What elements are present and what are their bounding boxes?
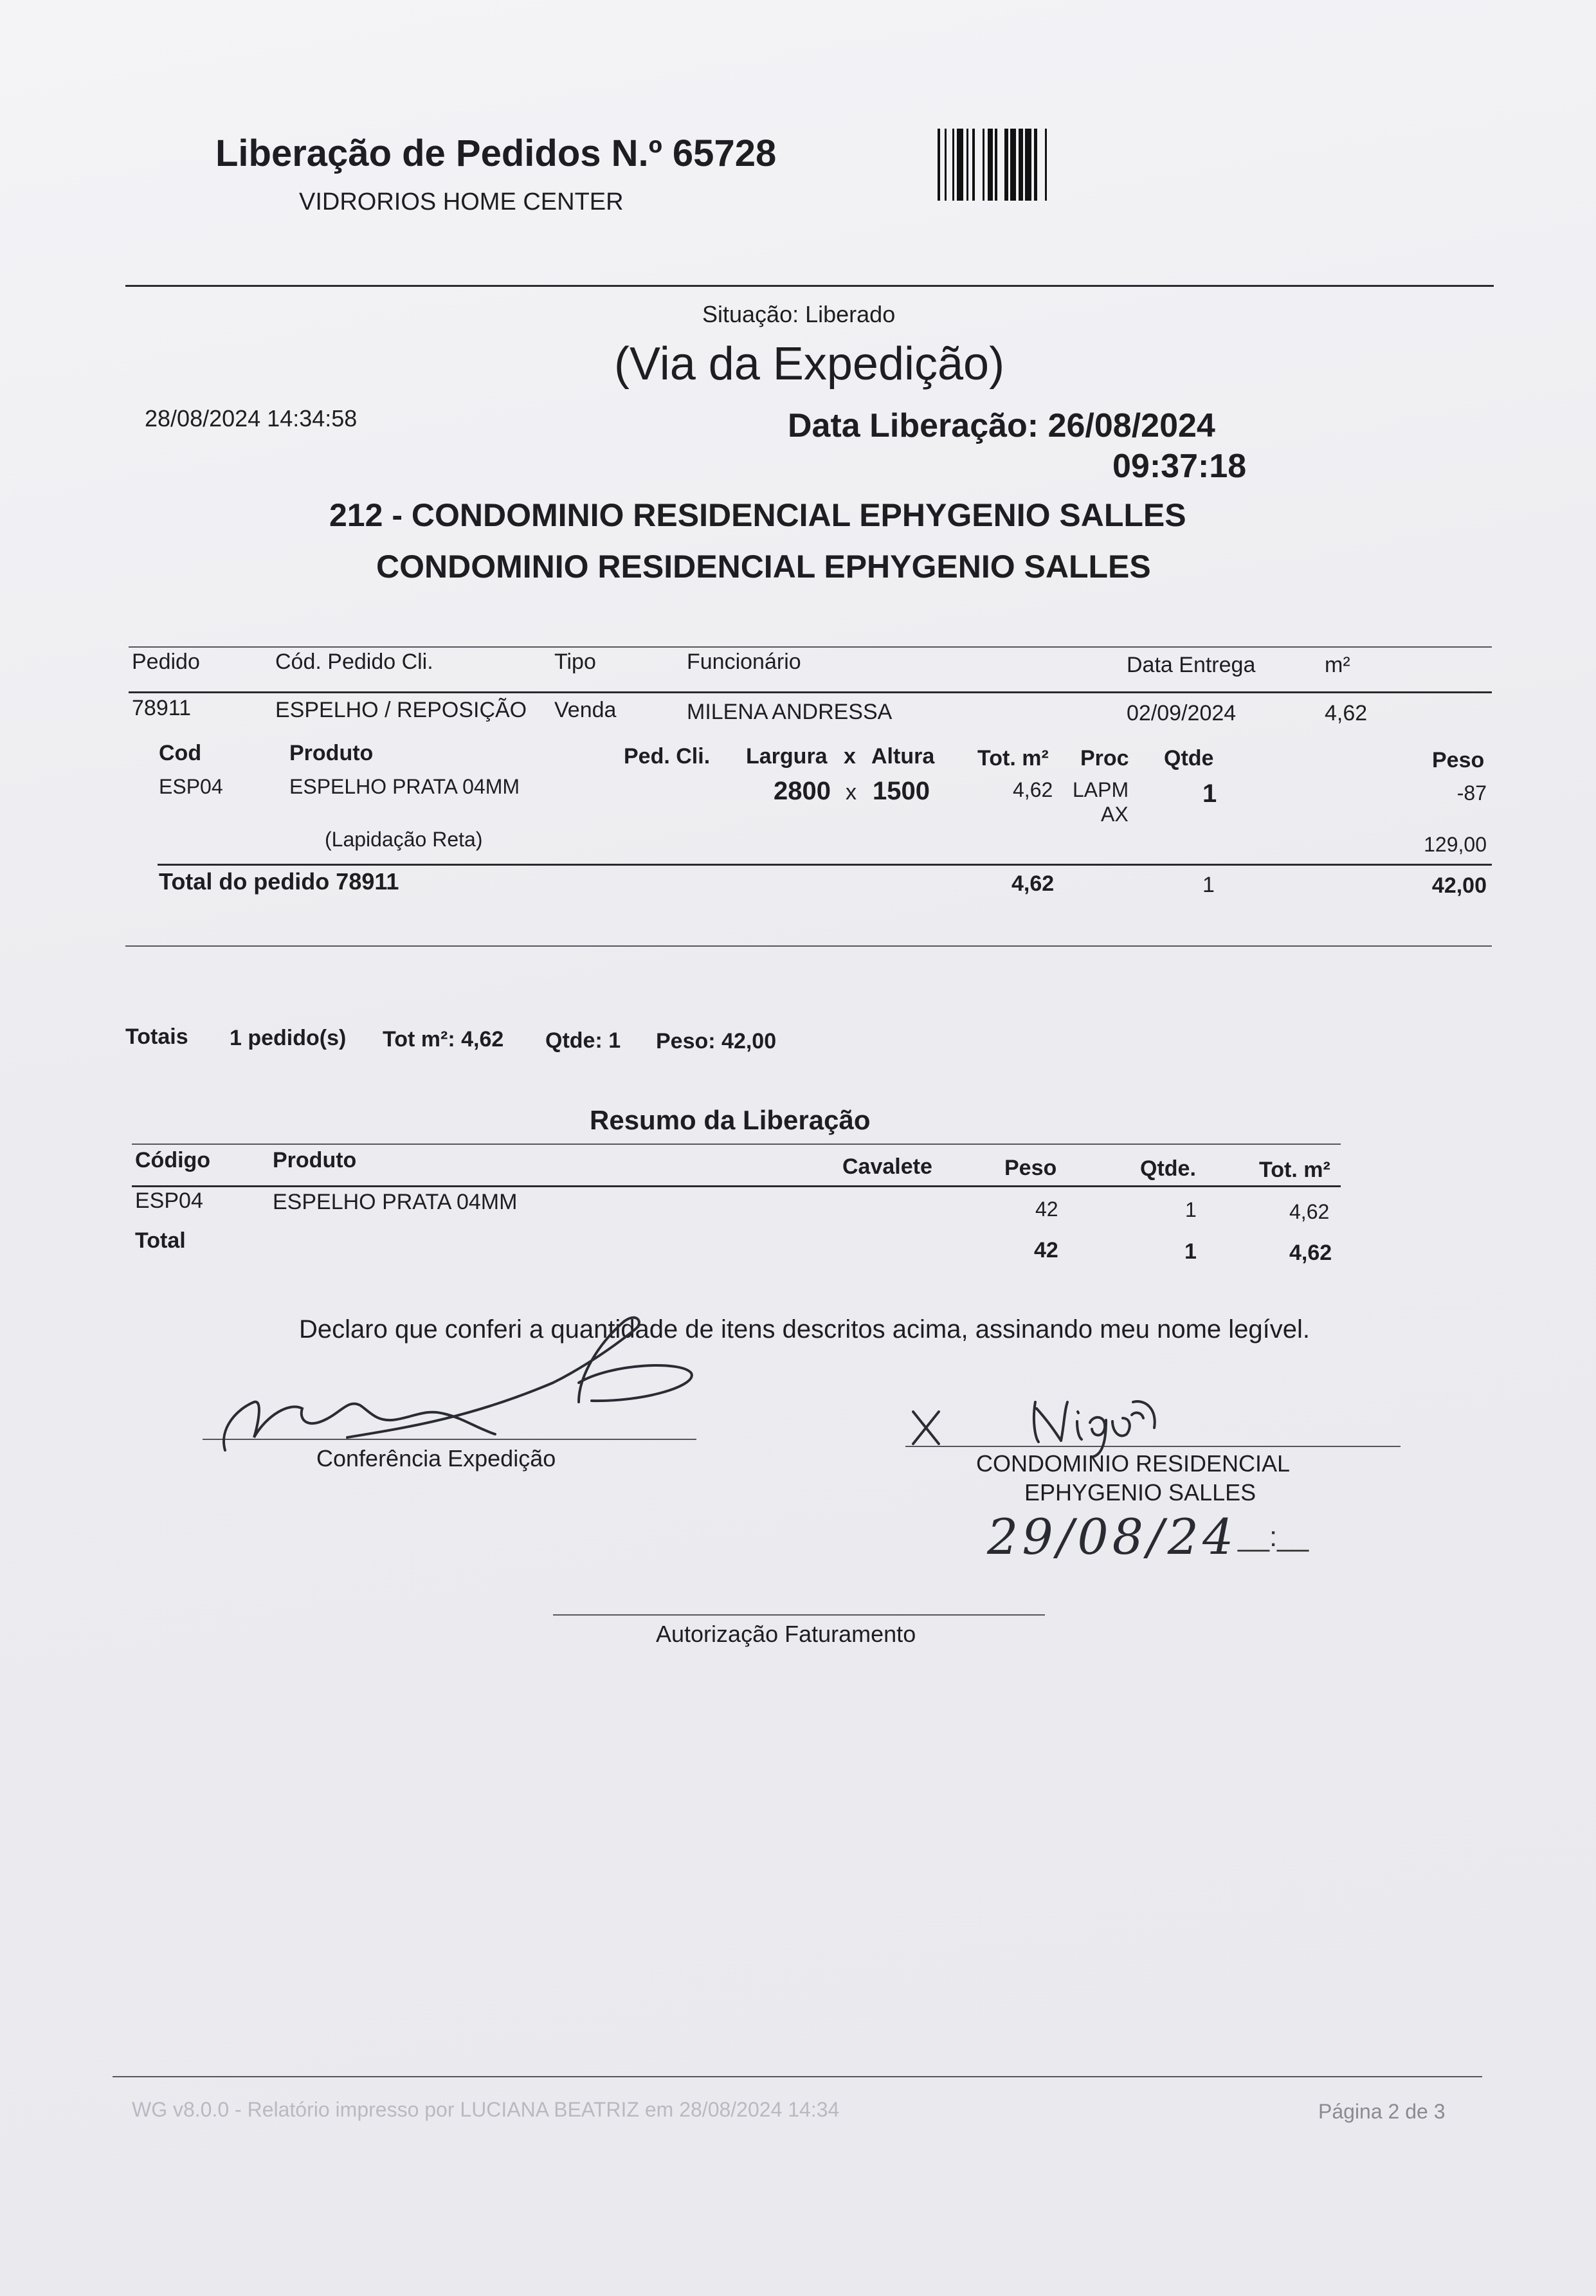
order-total-qty: 1 (1202, 873, 1215, 897)
col-cod-pedido-cli: Cód. Pedido Cli. (275, 650, 433, 674)
item-weight-2: 129,00 (1424, 833, 1487, 856)
summary-total-qty: 1 (1184, 1239, 1197, 1264)
summary-row-product: ESPELHO PRATA 04MM (273, 1190, 518, 1214)
totals-m2: Tot m²: 4,62 (383, 1027, 504, 1052)
summary-total-m2: 4,62 (1289, 1241, 1332, 1265)
barcode-bar (1004, 129, 1008, 201)
summary-row-weight: 42 (1035, 1198, 1058, 1221)
declaration-text: Declaro que conferi a quantidade de itens descritos acima, assinando meu nome legível. (299, 1315, 1310, 1344)
item-tot-m2: 4,62 (1013, 778, 1053, 801)
footer-print-info: WG v8.0.0 - Relatório impresso por LUCIANA BEATRIZ em 28/08/2024 14:34 (132, 2098, 840, 2121)
item-col-largura: Largura (746, 744, 828, 769)
summary-col-cavalete: Cavalete (842, 1154, 932, 1179)
item-width: 2800 (774, 777, 831, 805)
item-qty: 1 (1202, 779, 1217, 808)
company-name: VIDRORIOS HOME CENTER (299, 188, 624, 215)
barcode-bar (1019, 129, 1023, 201)
signature-label-client-1: CONDOMINIO RESIDENCIAL (976, 1450, 1291, 1477)
header-divider (125, 285, 1494, 287)
summary-row-code: ESP04 (135, 1189, 203, 1213)
col-pedido: Pedido (132, 650, 200, 674)
handwritten-date: 29/08/24 (987, 1508, 1238, 1565)
barcode-bar (1034, 129, 1037, 201)
time-placeholder: __:__ (1238, 1521, 1309, 1553)
totals-label: Totais (125, 1025, 188, 1049)
summary-col-produto: Produto (273, 1148, 357, 1172)
document-title: Liberação de Pedidos N.º 65728 (215, 132, 777, 174)
item-col-qtde: Qtde (1164, 746, 1214, 770)
item-col-produto: Produto (289, 741, 374, 765)
client-line-2: CONDOMINIO RESIDENCIAL EPHYGENIO SALLES (376, 549, 1151, 585)
barcode-bar (957, 129, 963, 201)
order-table-top-rule (129, 646, 1492, 648)
signature-client-handwriting (900, 1383, 1209, 1460)
summary-row-qty: 1 (1185, 1198, 1197, 1221)
signature-line-autorizacao (553, 1614, 1045, 1616)
col-tipo: Tipo (554, 650, 596, 674)
footer-page-number: Página 2 de 3 (1318, 2100, 1446, 2123)
signature-label-conferencia: Conferência Expedição (316, 1445, 556, 1471)
item-col-ped-cli: Ped. Cli. (624, 744, 711, 769)
barcode-bar (1045, 129, 1047, 201)
order-total-rule (158, 864, 1492, 866)
order-client-code: ESPELHO / REPOSIÇÃO (275, 698, 527, 722)
order-type: Venda (554, 698, 617, 722)
barcode-bar (1010, 129, 1016, 201)
summary-col-codigo: Código (135, 1148, 211, 1172)
item-proc-1: LAPM (1073, 778, 1129, 801)
barcode-bar (1025, 129, 1031, 201)
summary-top-rule (132, 1143, 1341, 1145)
order-total-m2: 4,62 (1011, 871, 1055, 896)
item-proc-2: AX (1101, 803, 1129, 826)
barcode-bar (938, 129, 940, 201)
summary-title: Resumo da Liberação (590, 1105, 871, 1135)
client-line-1: 212 - CONDOMINIO RESIDENCIAL EPHYGENIO SALLES (329, 497, 1186, 533)
totals-orders: 1 pedido(s) (230, 1026, 347, 1050)
order-m2: 4,62 (1325, 701, 1368, 725)
signature-label-client-2: EPHYGENIO SALLES (1024, 1479, 1256, 1506)
barcode-bar (972, 129, 975, 201)
col-m2: m² (1325, 653, 1350, 677)
item-col-altura: Altura (871, 744, 935, 769)
summary-header-rule (132, 1185, 1341, 1187)
item-col-peso: Peso (1432, 748, 1485, 772)
order-table-header-rule (129, 691, 1492, 693)
item-product: ESPELHO PRATA 04MM (289, 775, 520, 798)
barcode-bar (945, 129, 947, 201)
barcode-bar (995, 129, 997, 201)
item-col-x: x (844, 744, 856, 769)
summary-col-tot-m2: Tot. m² (1259, 1158, 1330, 1182)
barcode (938, 129, 1179, 201)
item-x: x (846, 780, 857, 805)
totals-qty: Qtde: 1 (545, 1028, 621, 1053)
totals-weight: Peso: 42,00 (656, 1029, 777, 1053)
summary-total-weight: 42 (1034, 1238, 1058, 1262)
copy-label: (Via da Expedição) (614, 338, 1005, 390)
signature-conferencia-handwriting (193, 1306, 720, 1473)
item-code: ESP04 (159, 775, 223, 798)
orders-end-rule (125, 945, 1492, 947)
item-col-proc: Proc (1080, 746, 1129, 770)
item-height: 1500 (873, 777, 930, 805)
order-total-weight: 42,00 (1431, 873, 1487, 898)
footer-rule (113, 2076, 1482, 2077)
col-funcionario: Funcionário (687, 650, 801, 674)
summary-col-qtde: Qtde. (1140, 1156, 1196, 1181)
release-date: Data Liberação: 26/08/2024 (788, 407, 1215, 444)
summary-row-m2: 4,62 (1289, 1200, 1330, 1223)
item-col-tot-m2: Tot. m² (977, 746, 1049, 770)
barcode-bar (988, 129, 993, 201)
status-text: Situação: Liberado (702, 301, 896, 327)
signature-label-autorizacao: Autorização Faturamento (656, 1621, 916, 1647)
order-employee: MILENA ANDRESSA (687, 700, 893, 724)
barcode-bar (952, 129, 954, 201)
barcode-bar (966, 129, 968, 201)
barcode-bar (983, 129, 984, 201)
item-process-description: (Lapidação Reta) (325, 828, 483, 851)
order-total-label: Total do pedido 78911 (159, 868, 399, 895)
item-weight-1: -87 (1456, 781, 1487, 805)
summary-total-label: Total (135, 1228, 186, 1253)
release-time: 09:37:18 (1112, 448, 1247, 485)
order-number: 78911 (132, 696, 192, 720)
item-col-cod: Cod (159, 741, 202, 765)
col-data-entrega: Data Entrega (1127, 653, 1256, 677)
print-datetime: 28/08/2024 14:34:58 (145, 405, 358, 432)
order-delivery-date: 02/09/2024 (1127, 701, 1237, 725)
summary-col-peso: Peso (1004, 1156, 1057, 1180)
